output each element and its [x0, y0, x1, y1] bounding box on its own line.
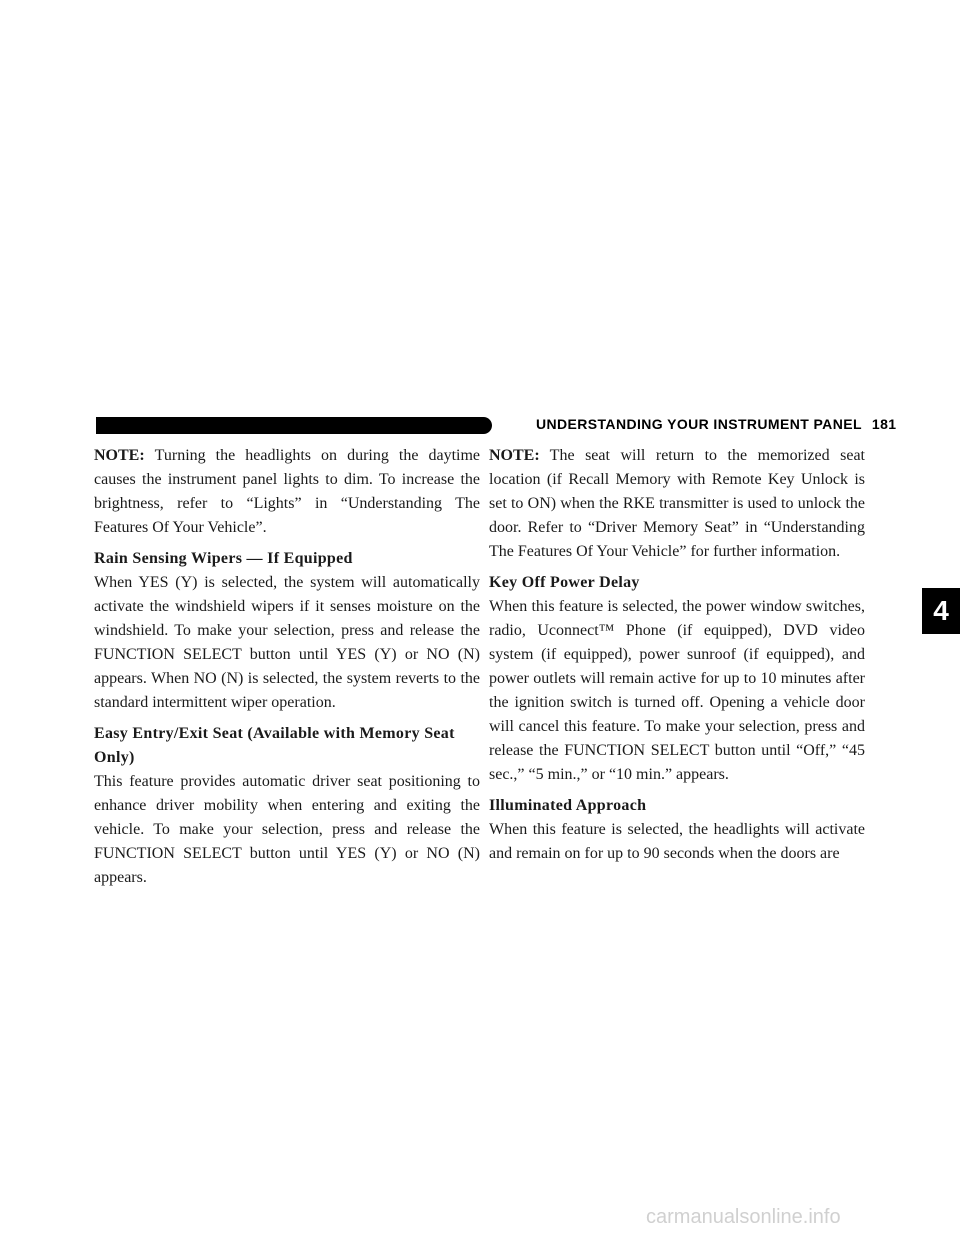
note-label: NOTE:	[94, 447, 145, 464]
section-heading-rain-sensing-wipers: Rain Sensing Wipers — If Equipped	[94, 550, 353, 567]
section-body-rain-sensing-wipers: When YES (Y) is selected, the system will automatically activate the windshield wipers if it senses moisture on the windshield. To make your selection, press and release the FUNCTION SELECT button until YES (Y) or NO (N) appears. When NO (N) is selected, the system reverts to the standard intermittent wiper operation.	[94, 574, 480, 711]
note-paragraph	[94, 444, 480, 540]
section-heading-key-off-power-delay: Key Off Power Delay	[489, 574, 640, 591]
note-text: The seat will return to the memorized seat location (if Recall Memory with Remote Key Unlock is set to ON) when the RKE transmitter is used to unlock the door. Refer to “Driver Memory Seat” in “Understanding The Features Of Your Vehicle” for further information.	[489, 447, 865, 560]
chapter-tab: 4	[922, 588, 960, 634]
right-column	[489, 444, 865, 873]
header-bar	[96, 417, 492, 434]
section-body-illuminated-approach: When this feature is selected, the headlights will activate and remain on for up to 90 seconds when the doors are	[489, 821, 865, 862]
section-title: UNDERSTANDING YOUR INSTRUMENT PANEL	[536, 416, 862, 432]
section-heading-illuminated-approach: Illuminated Approach	[489, 797, 647, 814]
section-heading-easy-entry-exit-seat: Easy Entry/Exit Seat (Available with Memory Seat Only)	[94, 725, 455, 766]
section-body-easy-entry-exit-seat: This feature provides automatic driver seat positioning to enhance driver mobility when entering and exiting the vehicle. To make your selection, press and release the FUNCTION SELECT button until YES (Y) or NO (N) appears.	[94, 773, 480, 886]
note-text: Turning the headlights on during the daytime causes the instrument panel lights to dim. To increase the brightness, refer to “Lights” in “Understanding The Features Of Your Vehicle”.	[94, 447, 480, 536]
page-number: 181	[871, 416, 897, 432]
watermark: carmanualsonline.info	[646, 1206, 841, 1228]
note-label: NOTE:	[489, 447, 540, 464]
section-body-key-off-power-delay: When this feature is selected, the power window switches, radio, Uconnect™ Phone (if equipped), DVD video system (if equipped), power sunroof (if equipped), and power outlets will remain active for up to 10 minutes after the ignition switch is turned off. Opening a vehicle door will cancel this feature. To make your selection, press and release the FUNCTION SELECT button until “Off,” “45 sec.,” “5 min.,” or “10 min.” appears.	[489, 598, 865, 783]
note-paragraph	[489, 444, 865, 564]
left-column	[94, 444, 480, 897]
running-header	[536, 416, 896, 432]
